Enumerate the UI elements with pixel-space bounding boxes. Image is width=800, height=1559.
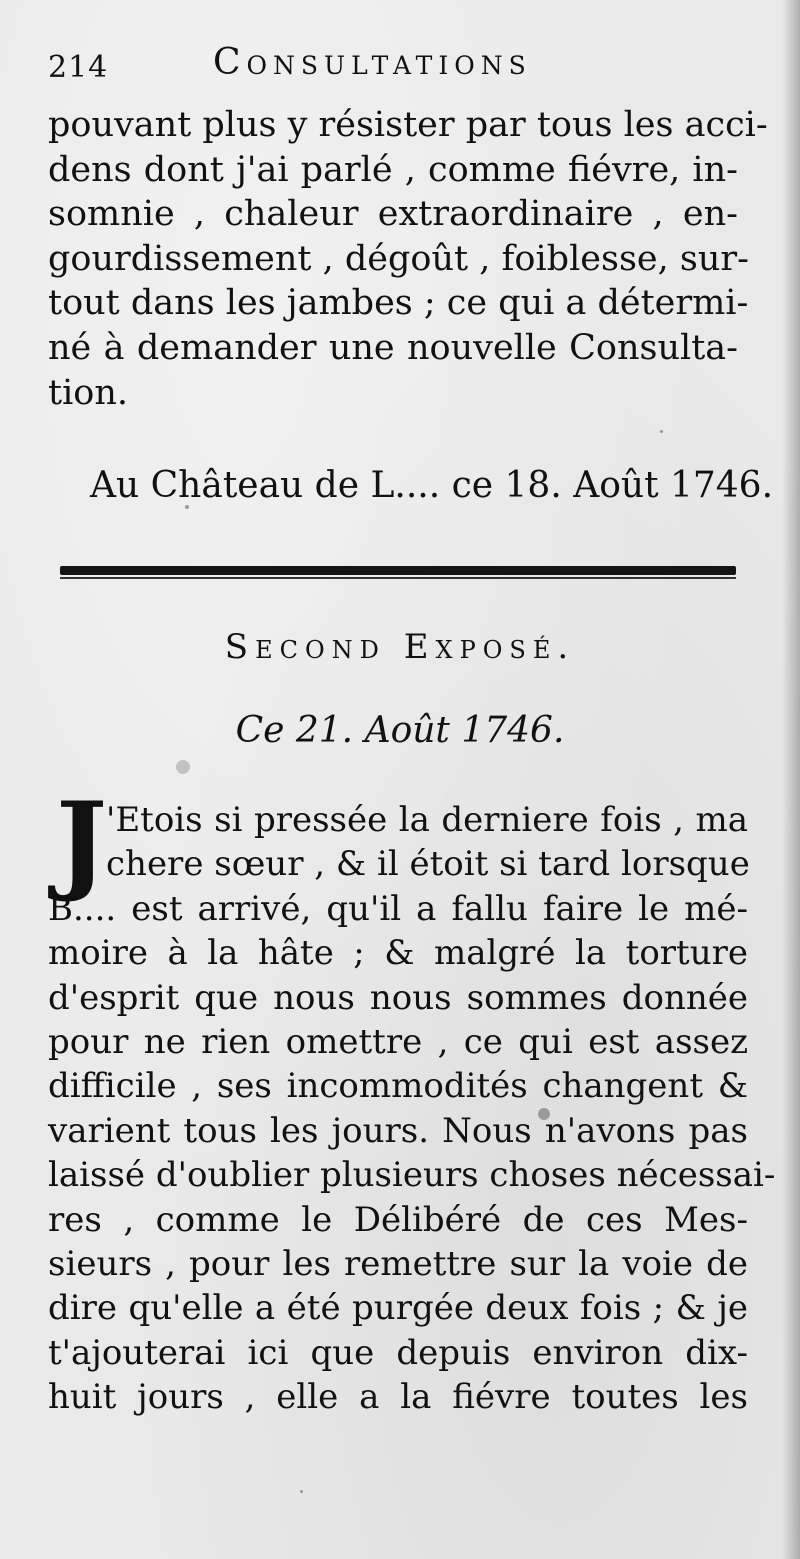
text-line: moire à la hâte ; & malgré la torture <box>48 933 748 974</box>
text-line: né à demander une nouvelle Consulta- <box>48 327 738 368</box>
text-line: d'esprit que nous nous sommes donnée <box>48 977 748 1018</box>
text-line: dire qu'elle a été purgée deux fois ; & je <box>48 1288 748 1329</box>
page-edge-shadow <box>782 0 800 1559</box>
page-number: 214 <box>48 50 109 85</box>
text-line: laissé d'oublier plusieurs choses nécessai- <box>48 1155 776 1196</box>
ink-speck <box>538 1108 550 1120</box>
page-header <box>48 40 738 90</box>
text-line: t'ajouterai ici que depuis environ dix- <box>48 1332 748 1373</box>
text-line: res , comme le Délibéré de ces Mes- <box>48 1199 748 1240</box>
section-divider <box>60 566 736 575</box>
text-line: pouvant plus y résister par tous les acci- <box>48 105 768 145</box>
text-line: difficile , ses incommodités changent & <box>48 1066 748 1107</box>
text-line: 'Etois si pressée la derniere fois , ma <box>106 800 748 840</box>
text-line: B.... est arrivé, qu'il a fallu faire le mé- <box>48 888 748 929</box>
text-line: sieurs , pour les remettre sur la voie de <box>48 1243 748 1284</box>
text-line: tout dans les jambes ; ce qui a détermi- <box>48 283 749 324</box>
ink-speck <box>176 760 190 774</box>
place-date-line: Au Château de L.... ce 18. Août 1746. <box>90 465 774 506</box>
text-line: huit jours , elle a la fiévre toutes les <box>48 1377 748 1418</box>
text-line: somnie , chaleur extraordinaire , en- <box>48 194 738 235</box>
text-line: dens dont j'ai parlé , comme fiévre, in- <box>48 149 738 190</box>
ink-speck <box>660 430 663 433</box>
text-line: tion. <box>48 372 128 413</box>
ink-speck <box>300 1490 303 1493</box>
text-line: pour ne rien omettre , ce qui est assez <box>48 1021 748 1062</box>
section-title: Second Exposé. <box>224 627 576 667</box>
section-date: Ce 21. Août 1746. <box>235 710 565 751</box>
ink-speck <box>185 505 189 509</box>
text-line: chere sœur , & il étoit si tard lorsque <box>106 844 750 885</box>
drop-cap: J <box>56 779 108 905</box>
paragraph-body <box>48 798 776 1419</box>
running-head: Consultations <box>213 42 532 83</box>
text-line: varient tous les jours. Nous n'avons pas <box>48 1110 748 1151</box>
text-line: gourdissement , dégoût , foiblesse, sur- <box>48 238 749 279</box>
paragraph-continuation <box>48 103 768 415</box>
